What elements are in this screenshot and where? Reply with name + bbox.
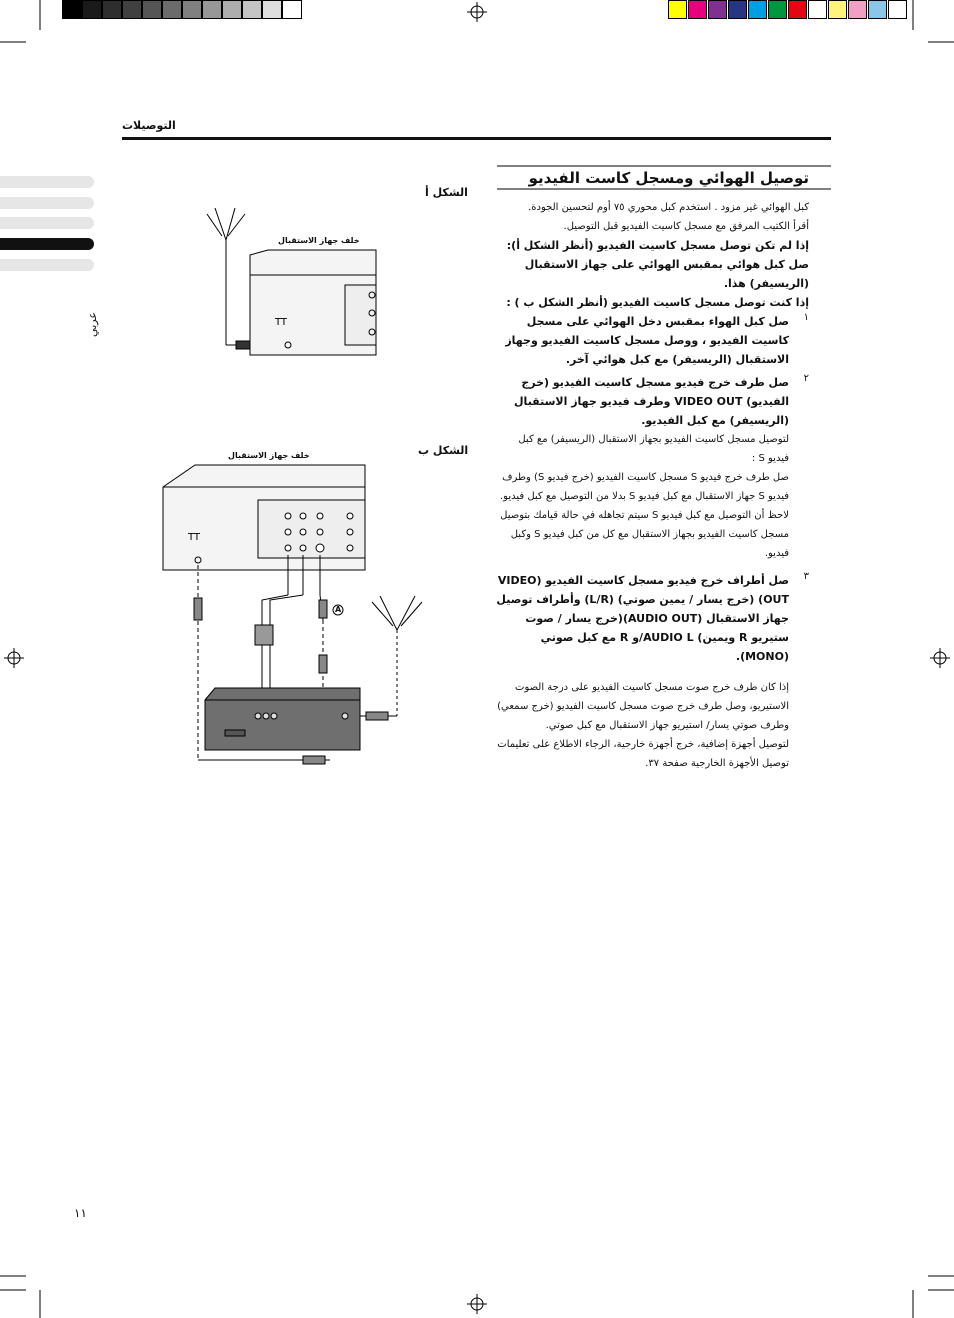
figure-b-caption: خلف جهاز الاستقبال xyxy=(228,451,310,460)
figure-b-label: الشكل ب xyxy=(418,444,469,457)
figure-a-caption: خلف جهاز الاستقبال xyxy=(278,236,360,245)
svg-text:TT: TT xyxy=(275,317,288,328)
step-note: إذا كان طرف خرج صوت مسجل كاسيت الفيديو على درجة الصوت الاستيريو، وصل طرف خرج صوت مسجل كاسيت الفيديو (خرج سمعي) وطرف صوتي يسار/ استيريو جهاز الاستقبال مع كبل صوتي. xyxy=(497,682,789,731)
step-note: صل طرف خرج فيديو S مسجل كاسيت الفيديو (خرج فيديو S) وطرف فيديو S جهاز الاستقبال مع كبل فيديو S بدلا من التوصيل مع كبل فيديو. xyxy=(499,472,789,502)
figure-a-label: الشكل أ xyxy=(425,186,468,199)
section-title: توصيل الهوائي ومسجل كاست الفيديو xyxy=(528,169,809,187)
step-text: صل كبل الهواء بمقبس دخل الهوائي على مسجل كاسيت الفيديو ، ووصل مسجل كاسيت الفيديو وجهاز الاستقبال (الريسيفر) مع كبل هوائي آخر. xyxy=(505,315,789,366)
step-text: صل أطراف خرج فيديو مسجل كاسيت الفيديو (VIDEO OUT) (خرج يسار / يمين صوتي) (L/R) وأطراف توصيل جهاز الاستقبال (AUDIO OUT)(خرج يسار / صوت ستيريو R ويمين) AUDIO L/و R مع كبل صوتي (MONO). xyxy=(496,574,789,663)
step-number: ١ xyxy=(803,312,809,323)
figure-b-diagram xyxy=(163,465,422,764)
step-note: لتوصيل أجهزة إضافية، خرج أجهزة خارجية، الرجاء الاطلاع على تعليمات توصيل الأجهزة الخارجية صفحة ٣٧. xyxy=(497,739,789,769)
figure-a-diagram xyxy=(207,208,376,355)
intro-line: أقرأ الكتيب المرفق مع مسجل كاسيت الفيديو قبل التوصيل. xyxy=(563,221,809,232)
condition-b-heading: إذا كنت توصل مسجل كاسيت الفيديو (أنظر الشكل ب ) : xyxy=(506,296,809,309)
step-1 xyxy=(496,312,809,369)
page-number: ١١ xyxy=(74,1206,87,1220)
step-number: ٢ xyxy=(803,373,809,384)
figure-b-marker: A xyxy=(335,605,342,614)
step-note: لتوصيل مسجل كاسيت الفيديو بجهاز الاستقبال (الريسيفر) مع كبل فيديو S : xyxy=(518,434,789,464)
intro-line: كبل الهوائي غير مزود . استخدم كبل محوري ٧٥ أوم لتحسين الجودة. xyxy=(528,202,809,213)
antenna-icon xyxy=(372,596,422,630)
step-3 xyxy=(496,571,809,773)
step-2 xyxy=(496,373,809,563)
antenna-icon xyxy=(207,208,245,255)
svg-text:TT: TT xyxy=(188,532,201,543)
condition-a-text: صل كبل هوائي بمقبس الهوائي على جهاز الاستقبال (الريسيفر) هذا. xyxy=(524,258,809,290)
step-text: صل طرف خرج فيديو مسجل كاسيت الفيديو (خرج الفيديو) VIDEO OUT وطرف فيديو جهاز الاستقبال (الريسيفر) مع كبل الفيديو. xyxy=(514,376,789,427)
condition-a-heading: إذا لم تكن توصل مسجل كاسيت الفيديو (أنظر الشكل أ): xyxy=(506,239,809,252)
language-tab-label: عربي xyxy=(85,312,99,337)
section-body xyxy=(496,198,809,773)
step-number: ٣ xyxy=(803,571,809,582)
section-title-wrap xyxy=(496,169,809,187)
running-header: التوصيلات xyxy=(122,119,176,132)
step-note: لاحظ أن التوصيل مع كبل فيديو S سيتم تجاهله في حالة قيامك بتوصيل مسجل كاسيت الفيديو بجهاز الاستقبال مع كل من كبل فيديو S وكبل فيديو. xyxy=(500,510,789,559)
